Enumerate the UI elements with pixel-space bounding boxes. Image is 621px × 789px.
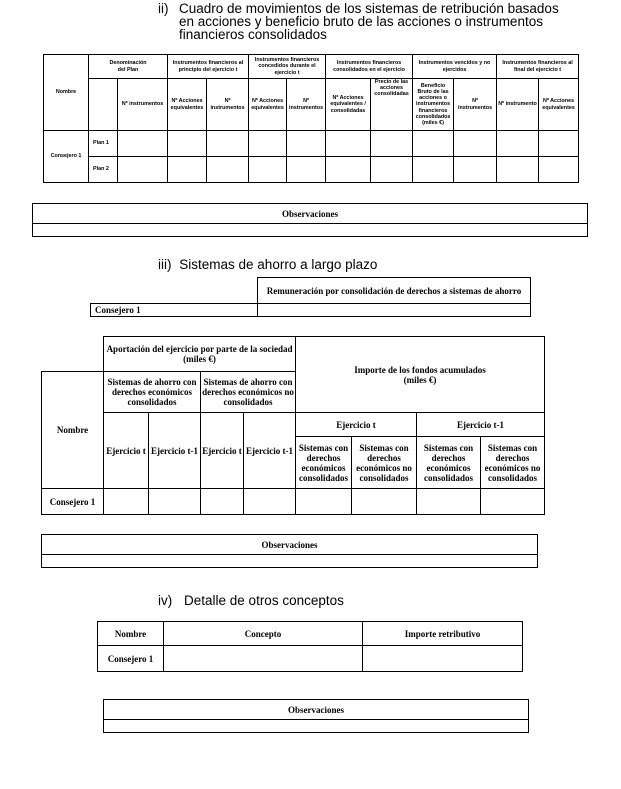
sub-precio: Precio de las acciones consolidadas bbox=[371, 79, 413, 131]
group-final: Instrumentos financieros al final del ejercicio t bbox=[497, 55, 579, 79]
observaciones-label: Observaciones bbox=[42, 535, 538, 555]
section-iii-heading bbox=[158, 258, 377, 271]
group-consolidados: Instrumentos financieros consolidados en el ejercicio bbox=[326, 55, 413, 79]
fondos-ejercicio-t-1: Ejercicio t-1 bbox=[417, 413, 545, 437]
observaciones-label: Observaciones bbox=[104, 700, 529, 720]
col-nombre: Nombre bbox=[44, 55, 89, 131]
section-iii-title: Sistemas de ahorro a largo plazo bbox=[179, 257, 378, 272]
section-iv-numeral: iv) bbox=[158, 593, 173, 608]
sis-con: Sistemas con derechos económicos consolidados bbox=[296, 437, 352, 489]
sub-n-acciones-equivalentes: Nº Acciones equivalentes bbox=[539, 79, 579, 131]
section-ii-title-line-3: financieros consolidados bbox=[179, 27, 327, 42]
row-consejero: Consejero 1 bbox=[44, 131, 89, 183]
sub-n-acciones-equivalentes: Nº Acciones equivalentes bbox=[249, 79, 287, 131]
sub-n-instrumentos: Nº instrumentos bbox=[118, 79, 168, 131]
col-plan: Denominación del Plan bbox=[89, 55, 168, 79]
sub-n-acciones-equivalentes: Nº Acciones equivalentes bbox=[168, 79, 207, 131]
row-consejero: Consejero 1 bbox=[91, 304, 258, 317]
observaciones-field[interactable] bbox=[104, 720, 529, 733]
ejercicio-t: Ejercicio t bbox=[104, 413, 149, 489]
fondos-ejercicio-t: Ejercicio t bbox=[296, 413, 417, 437]
col-nombre: Nombre bbox=[42, 372, 104, 489]
col-importe: Importe retributivo bbox=[363, 622, 523, 646]
section-iii-numeral: iii) bbox=[158, 257, 172, 272]
sub-n-instrumentos: Nº instrumentos bbox=[287, 79, 326, 131]
observaciones-field[interactable] bbox=[42, 555, 538, 568]
group-concedidos: Instrumentos financieros concedidos durante el ejercicio t bbox=[249, 55, 326, 79]
sub-n-instrumento: Nº instrumento bbox=[497, 79, 539, 131]
col-nombre: Nombre bbox=[98, 622, 164, 646]
observaciones-table-iii bbox=[41, 534, 538, 568]
col-concepto: Concepto bbox=[164, 622, 363, 646]
savings-consolidation-table bbox=[90, 277, 531, 317]
row-consejero: Consejero 1 bbox=[42, 489, 104, 515]
row-consejero: Consejero 1 bbox=[98, 646, 164, 672]
blank-cell bbox=[89, 79, 118, 131]
sub-n-acciones-equiv-consolidadas: Nº Acciones equivalentes / consolidadas bbox=[326, 79, 371, 131]
con-derechos-header: Sistemas de ahorro con derechos económicos consolidados bbox=[104, 372, 201, 413]
importe-header: Importe de los fondos acumulados (miles €) bbox=[296, 337, 545, 413]
ejercicio-t-1: Ejercicio t-1 bbox=[244, 413, 296, 489]
ejercicio-t-1: Ejercicio t-1 bbox=[149, 413, 201, 489]
observaciones-table-ii bbox=[32, 203, 588, 237]
sub-n-instrumentos: Nº instrumentos bbox=[454, 79, 497, 131]
share-based-movements-table bbox=[43, 54, 579, 183]
sis-sin: Sistemas con derechos económicos no consolidados bbox=[352, 437, 417, 489]
section-ii-numeral: ii) bbox=[158, 1, 169, 16]
section-ii-heading bbox=[158, 2, 608, 41]
observaciones-label: Observaciones bbox=[33, 204, 588, 224]
section-iv-heading bbox=[158, 594, 344, 607]
sub-n-instrumentos: Nº instrumentos bbox=[207, 79, 249, 131]
other-concepts-table bbox=[97, 621, 523, 672]
sub-beneficio: Beneficio Bruto de las acciones o instrumentos financieros consolidados (miles €) bbox=[413, 79, 454, 131]
section-ii-title-line-2: en acciones y beneficio bruto de las acciones o instrumentos bbox=[179, 14, 543, 29]
savings-contributions-table bbox=[41, 336, 545, 515]
plan-1-label: Plan 1 bbox=[89, 131, 118, 157]
ejercicio-t: Ejercicio t bbox=[201, 413, 244, 489]
remuneracion-header: Remuneración por consolidación de derechos a sistemas de ahorro bbox=[258, 278, 531, 304]
sin-derechos-header: Sistemas de ahorro con derechos económicos no consolidados bbox=[201, 372, 296, 413]
sis-sin: Sistemas con derechos económicos no consolidados bbox=[481, 437, 545, 489]
plan-2-label: Plan 2 bbox=[89, 157, 118, 183]
section-ii-title-line-1: Cuadro de movimientos de los sistemas de retribución basados bbox=[179, 1, 559, 16]
observaciones-table-iv bbox=[103, 699, 529, 733]
aportacion-header: Aportación del ejercicio por parte de la sociedad (miles €) bbox=[104, 337, 296, 372]
section-iv-title: Detalle de otros conceptos bbox=[184, 593, 344, 608]
observaciones-field[interactable] bbox=[33, 224, 588, 237]
sis-con: Sistemas con derechos económicos consolidados bbox=[417, 437, 481, 489]
group-vencidos: Instrumentos vencidos y no ejercidos bbox=[413, 55, 497, 79]
group-inicio: Instrumentos financieros al principio del ejercicio t bbox=[168, 55, 249, 79]
